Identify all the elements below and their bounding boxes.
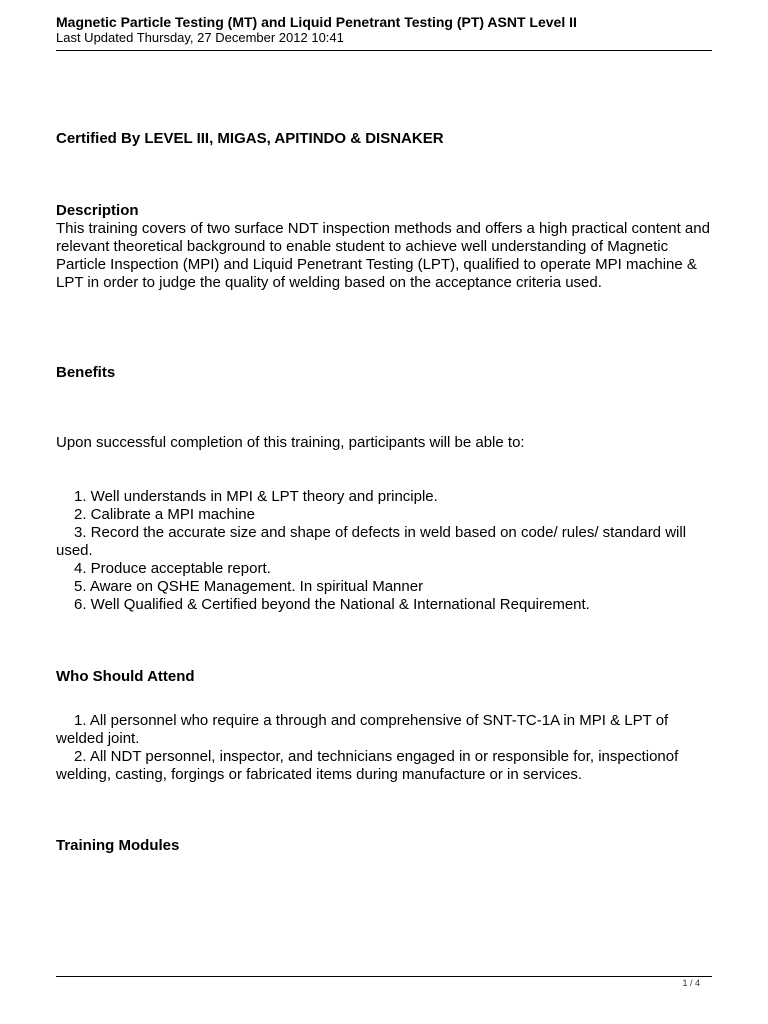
- benefits-intro: Upon successful completion of this training, participants will be able to:: [56, 434, 525, 451]
- training-modules-heading: Training Modules: [56, 837, 180, 854]
- certified-heading: Certified By LEVEL III, MIGAS, APITINDO & DISNAKER: [56, 130, 444, 147]
- header-divider: [56, 50, 712, 51]
- benefits-list: [56, 488, 716, 614]
- last-updated: Last Updated Thursday, 27 December 2012 10:41: [56, 30, 344, 45]
- list-item: 2. All NDT personnel, inspector, and technicians engaged in or responsible for, inspectionof welding, casting, forgings or fabricated items during manufacture or in services.: [56, 748, 679, 783]
- page-header: [56, 14, 712, 45]
- document-title: Magnetic Particle Testing (MT) and Liquid Penetrant Testing (PT) ASNT Level II: [56, 14, 577, 30]
- benefits-heading: Benefits: [56, 364, 116, 381]
- list-item: 3. Record the accurate size and shape of defects in weld based on code/ rules/ standard will used.: [56, 524, 687, 559]
- list-item: 6. Well Qualified & Certified beyond the National & International Requirement.: [74, 596, 590, 613]
- list-item: 5. Aware on QSHE Management. In spiritual Manner: [74, 578, 424, 595]
- list-item: 4. Produce acceptable report.: [74, 560, 271, 577]
- document-body: [56, 130, 716, 855]
- list-item: 1. All personnel who require a through and comprehensive of SNT-TC-1A in MPI & LPT of welded joint.: [56, 712, 669, 747]
- list-item: 2. Calibrate a MPI machine: [74, 506, 255, 523]
- who-should-attend-heading: Who Should Attend: [56, 668, 195, 685]
- page-number: 1 / 4: [682, 978, 700, 988]
- list-item: 1. Well understands in MPI & LPT theory and principle.: [74, 488, 438, 505]
- footer-divider: [56, 976, 712, 977]
- description-heading: Description: [56, 202, 139, 219]
- who-should-attend-list: [56, 712, 716, 784]
- description-text: This training covers of two surface NDT inspection methods and offers a high practical content and relevant theoretical background to enable student to achieve well understanding of Magnetic Particle Inspection (MPI) and Liquid Penetrant Testing (LPT), qualified to operate MPI machine & LPT in order to judge the quality of welding based on the acceptance criteria used.: [56, 220, 710, 291]
